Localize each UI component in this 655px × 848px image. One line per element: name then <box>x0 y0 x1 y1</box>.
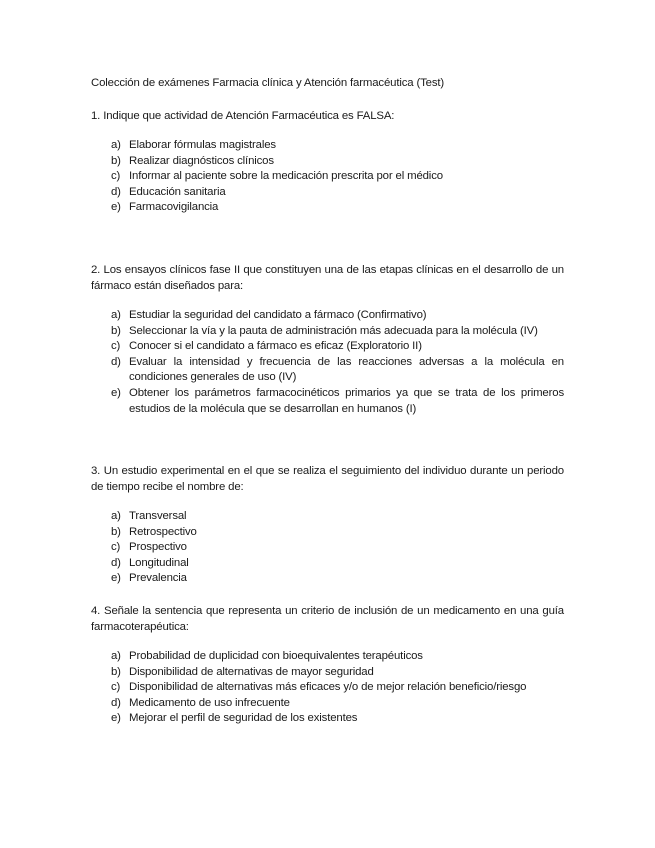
option-4d <box>91 696 564 712</box>
option-letter: a) <box>111 309 121 321</box>
option-letter: c) <box>111 170 121 183</box>
option-3d <box>91 556 564 572</box>
option-4b <box>91 665 564 681</box>
option-letter: c) <box>111 541 121 554</box>
option-letter: a) <box>111 650 121 662</box>
option-text: Prospectivo <box>129 541 187 554</box>
option-letter: a) <box>111 510 121 522</box>
option-text: Elaborar fórmulas magistrales <box>129 139 276 151</box>
option-letter: e) <box>111 712 121 725</box>
option-1c <box>91 169 564 185</box>
question-4 <box>91 603 564 727</box>
option-letter: c) <box>111 681 121 694</box>
option-2b <box>91 324 564 340</box>
question-2 <box>91 262 564 417</box>
option-4a <box>91 649 564 665</box>
question-3-options <box>91 509 564 587</box>
option-text: Estudiar la seguridad del candidato a fármaco (Confirmativo) <box>129 309 427 321</box>
option-letter: d) <box>111 696 121 709</box>
option-2c <box>91 339 564 355</box>
question-1 <box>91 108 564 216</box>
question-2-options <box>91 308 564 417</box>
option-letter: e) <box>111 201 121 214</box>
option-1a <box>91 138 564 154</box>
option-letter: a) <box>111 139 121 151</box>
option-1e <box>91 200 564 216</box>
option-text: Farmacovigilancia <box>129 201 219 214</box>
option-letter: d) <box>111 185 121 198</box>
option-letter: d) <box>111 556 121 569</box>
option-1b <box>91 154 564 170</box>
option-letter: b) <box>111 525 121 538</box>
option-2a <box>91 308 564 324</box>
question-1-options <box>91 138 564 216</box>
option-3a <box>91 509 564 525</box>
option-text: Seleccionar la vía y la pauta de administración más adecuada para la molécula (IV) <box>129 324 538 337</box>
option-1d <box>91 185 564 201</box>
option-letter: b) <box>111 154 121 167</box>
question-2-text: 2. Los ensayos clínicos fase II que constituyen una de las etapas clínicas en el desarrollo de un fármaco están diseñados para: <box>91 264 564 292</box>
option-4e <box>91 711 564 727</box>
option-text: Probabilidad de duplicidad con bioequivalentes terapéuticos <box>129 650 423 662</box>
option-text: Transversal <box>129 510 187 522</box>
option-text: Prevalencia <box>129 572 187 585</box>
option-letter: c) <box>111 340 121 353</box>
option-text: Disponibilidad de alternativas más eficaces y/o de mejor relación beneficio/riesgo <box>129 681 527 694</box>
option-text: Disponibilidad de alternativas de mayor seguridad <box>129 665 374 678</box>
option-text: Retrospectivo <box>129 525 197 538</box>
option-text: Mejorar el perfil de seguridad de los existentes <box>129 712 358 725</box>
option-text: Evaluar la intensidad y frecuencia de las reacciones adversas a la molécula en condiciones generales de uso (IV) <box>129 355 564 384</box>
option-text: Educación sanitaria <box>129 185 226 198</box>
option-2e <box>91 386 564 417</box>
document-title: Colección de exámenes Farmacia clínica y Atención farmacéutica (Test) <box>91 77 445 89</box>
option-3e <box>91 571 564 587</box>
question-4-text: 4. Señale la sentencia que representa un criterio de inclusión de un medicamento en una guía farmacoterapéutica: <box>91 605 564 633</box>
question-1-text: 1. Indique que actividad de Atención Farmacéutica es FALSA: <box>91 110 395 122</box>
option-letter: e) <box>111 572 121 585</box>
option-letter: e) <box>111 386 121 399</box>
option-letter: b) <box>111 324 121 337</box>
option-4c <box>91 680 564 696</box>
option-text: Longitudinal <box>129 556 189 569</box>
question-3 <box>91 463 564 587</box>
option-text: Medicamento de uso infrecuente <box>129 696 290 709</box>
question-4-options <box>91 649 564 727</box>
option-text: Obtener los parámetros farmacocinéticos primarios ya que se trata de los primeros estudios de la molécula que se desarrollan en humanos (I) <box>129 386 564 415</box>
option-3b <box>91 525 564 541</box>
option-3c <box>91 540 564 556</box>
option-letter: d) <box>111 355 121 368</box>
option-2d <box>91 355 564 386</box>
question-3-text: 3. Un estudio experimental en el que se realiza el seguimiento del individuo durante un periodo de tiempo recibe el nombre de: <box>91 465 564 493</box>
option-text: Realizar diagnósticos clínicos <box>129 154 274 167</box>
option-letter: b) <box>111 665 121 678</box>
option-text: Conocer si el candidato a fármaco es eficaz (Exploratorio II) <box>129 340 422 353</box>
option-text: Informar al paciente sobre la medicación prescrita por el médico <box>129 170 443 183</box>
